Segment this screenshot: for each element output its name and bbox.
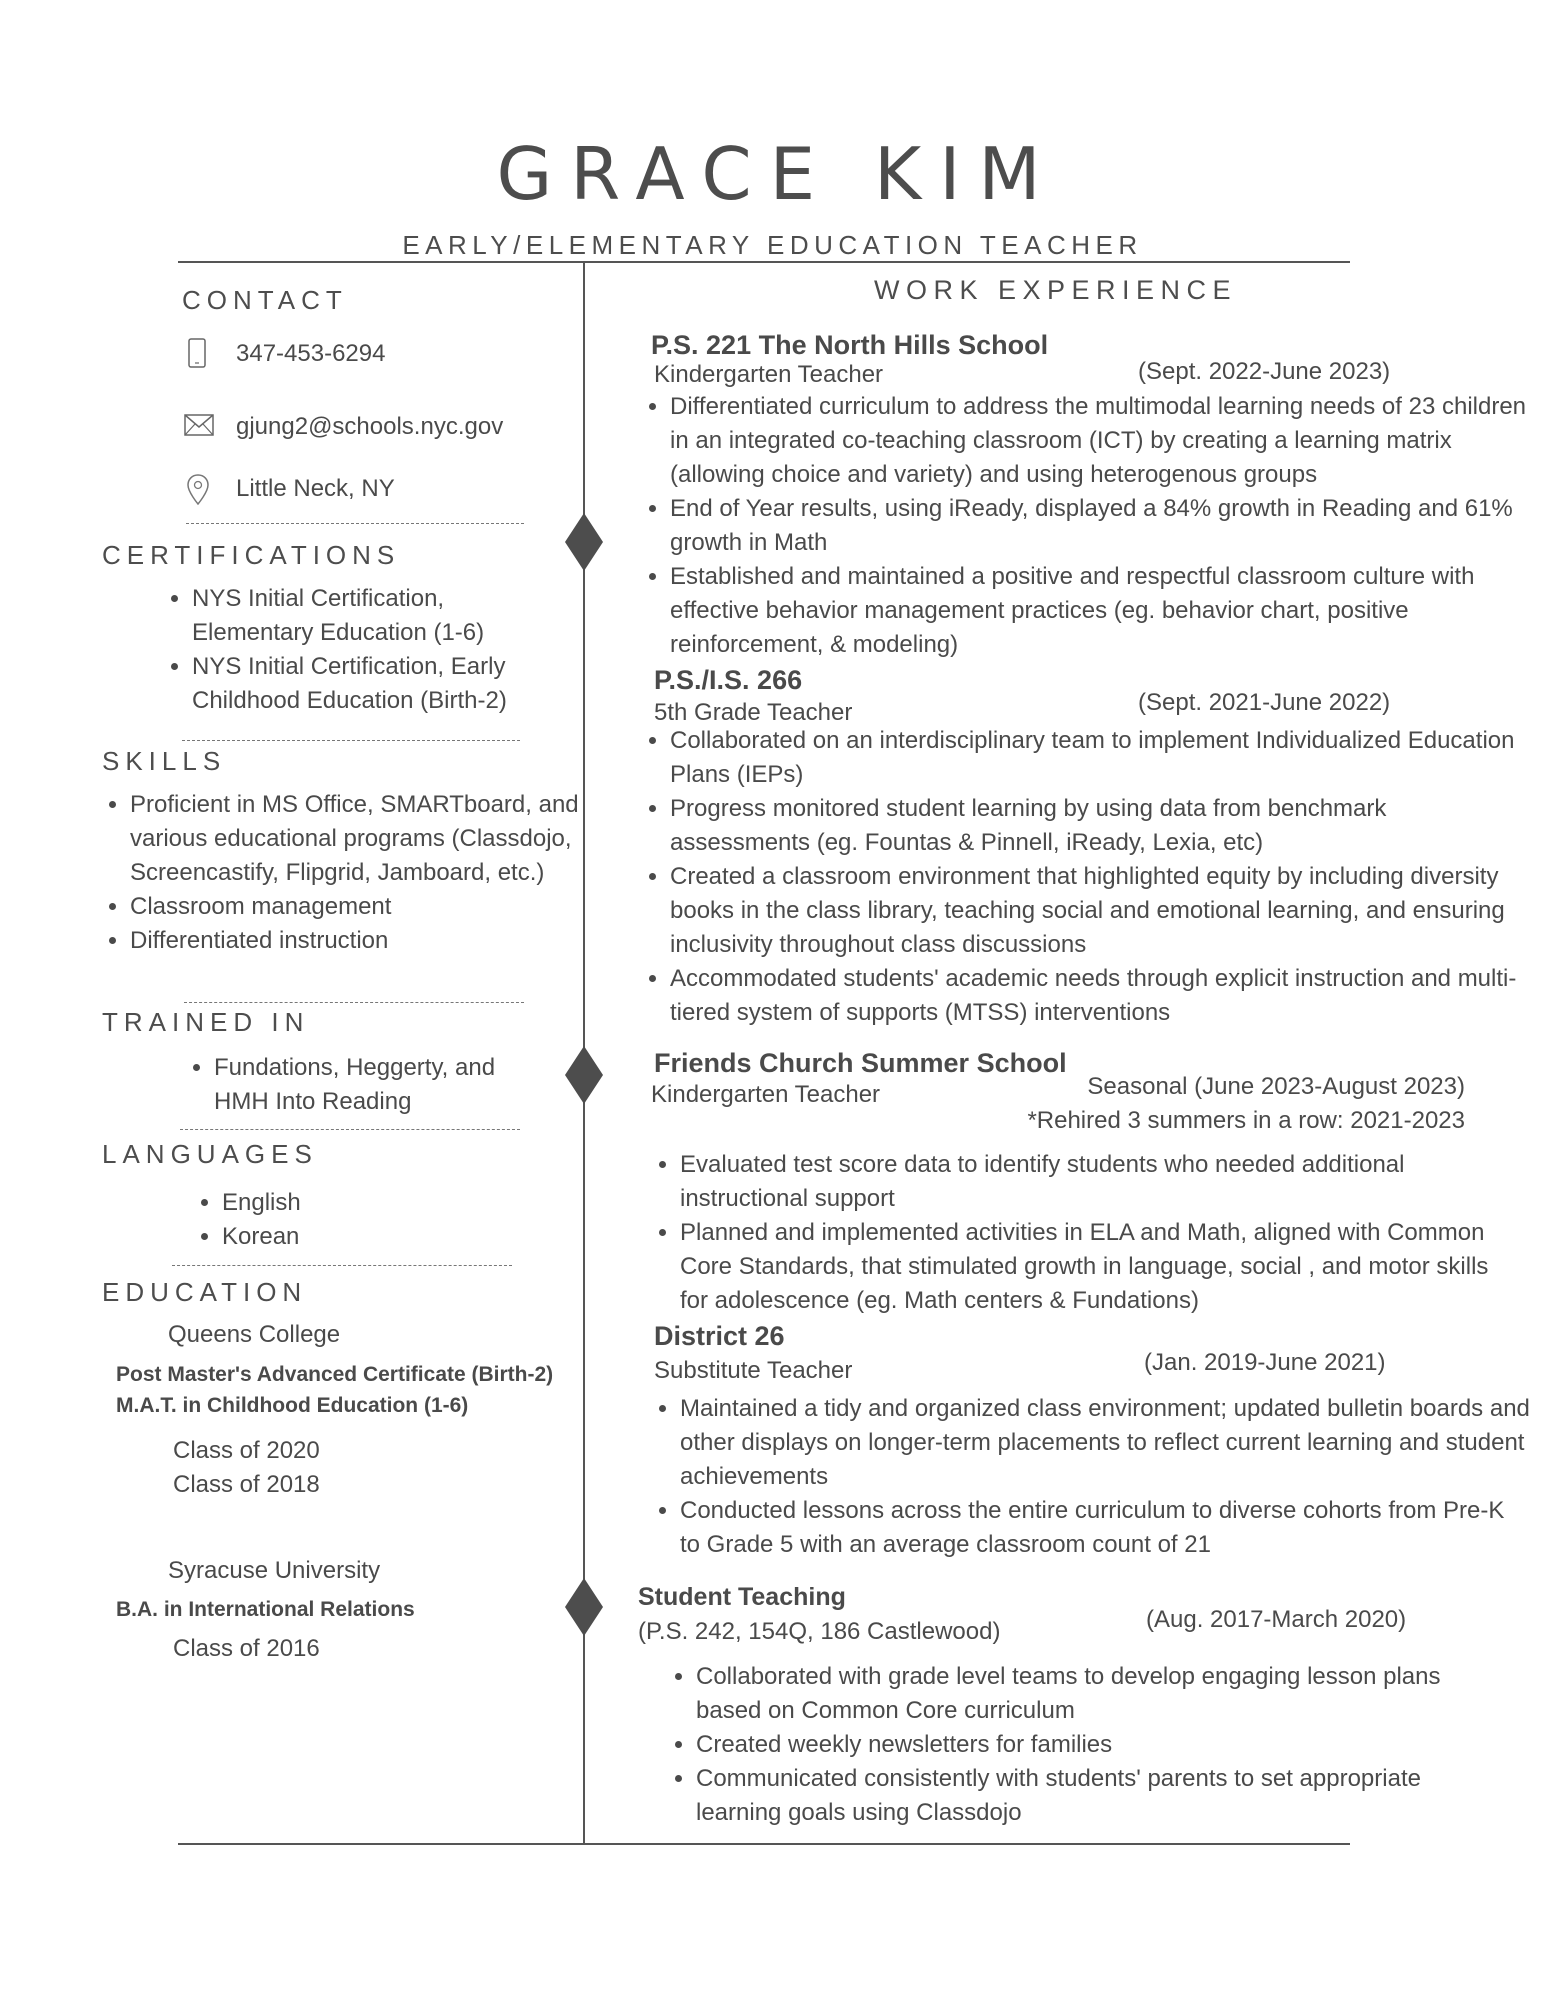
list-item: • Created weekly newsletters for families — [696, 1728, 1456, 1762]
job-employer: P.S./I.S. 266 — [654, 665, 803, 695]
skills-heading: SKILLS — [102, 746, 227, 776]
contact-location: Little Neck, NY — [236, 475, 395, 502]
job-role: Substitute Teacher — [654, 1357, 853, 1384]
job-role: (P.S. 242, 154Q, 186 Castlewood) — [638, 1618, 1001, 1645]
contact-heading: CONTACT — [182, 285, 348, 315]
divider-diamond-2 — [565, 1046, 603, 1104]
job-note: *Rehired 3 summers in a row: 2021-2023 — [1027, 1107, 1465, 1134]
list-item: • Communicated consistently with students' parents to set appropriate learning goals using Classdojo — [696, 1762, 1456, 1830]
education-degree: M.A.T. in Childhood Education (1-6) — [116, 1394, 469, 1417]
skills-list — [104, 788, 590, 958]
job-dates: (Sept. 2022-June 2023) — [1138, 358, 1391, 385]
education-class: Class of 2020 — [173, 1437, 320, 1464]
list-item: • NYS Initial Certification, Early Childhood Education (Birth-2) — [192, 650, 562, 718]
list-item: • NYS Initial Certification, Elementary Education (1-6) — [192, 582, 562, 650]
list-item: • Fundations, Heggerty, and HMH Into Reading — [214, 1051, 554, 1119]
list-item: • Collaborated with grade level teams to develop engaging lesson plans based on Common Core curriculum — [696, 1660, 1456, 1728]
contact-email[interactable]: gjung2@schools.nyc.gov — [236, 413, 504, 440]
education-school: Queens College — [168, 1321, 341, 1348]
education-class: Class of 2016 — [173, 1635, 320, 1662]
education-degree: B.A. in International Relations — [116, 1598, 415, 1621]
trained-list — [188, 1051, 554, 1119]
list-item: • Accommodated students' academic needs through explicit instruction and multi-tiered system of supports (MTSS) interventions — [670, 962, 1520, 1030]
section-separator — [180, 1129, 520, 1130]
list-item: • Planned and implemented activities in ELA and Math, aligned with Common Core Standards, that stimulated growth in language, social , and motor skills for adolescence (eg. Math centers & Fundations) — [680, 1216, 1520, 1318]
job-dates: (Sept. 2021-June 2022) — [1138, 689, 1391, 716]
job-employer: P.S. 221 The North Hills School — [651, 330, 1049, 360]
job-bullets — [644, 724, 1520, 1030]
list-item: • Collaborated on an interdisciplinary team to implement Individualized Education Plans (IEPs) — [670, 724, 1520, 792]
section-separator — [184, 1002, 524, 1003]
education-class: Class of 2018 — [173, 1471, 320, 1498]
job-dates: (Aug. 2017-March 2020) — [1146, 1606, 1407, 1633]
candidate-name: GRACE KIM — [496, 132, 1059, 216]
job-role: 5th Grade Teacher — [654, 699, 853, 726]
top-rule — [178, 261, 1350, 263]
job-employer: District 26 — [654, 1321, 785, 1351]
list-item: • Created a classroom environment that highlighted equity by including diversity books in the class library, teaching social and emotional learning, and ensuring inclusivity throughout class discussions — [670, 860, 1520, 962]
languages-heading: LANGUAGES — [102, 1139, 318, 1169]
education-heading: EDUCATION — [102, 1277, 308, 1307]
divider-diamond-1 — [565, 513, 603, 571]
list-item: • Maintained a tidy and organized class environment; updated bulletin boards and other displays on longer-term placements to reflect current learning and student achievements — [680, 1392, 1530, 1494]
job-dates: Seasonal (June 2023-August 2023) — [1087, 1073, 1465, 1100]
trained-heading: TRAINED IN — [102, 1007, 310, 1037]
education-degree: Post Master's Advanced Certificate (Birth-2) — [116, 1363, 554, 1386]
certifications-list — [166, 582, 562, 718]
section-separator — [182, 740, 520, 741]
job-bullets — [654, 1392, 1530, 1562]
phone-icon — [188, 338, 206, 368]
education-school: Syracuse University — [168, 1557, 381, 1584]
list-item: • Progress monitored student learning by using data from benchmark assessments (eg. Fountas & Pinnell, iReady, Lexia, etc) — [670, 792, 1520, 860]
list-item: • Korean — [222, 1220, 522, 1254]
work-heading: WORK EXPERIENCE — [874, 275, 1238, 305]
job-employer: Student Teaching — [638, 1583, 846, 1611]
contact-phone[interactable]: 347-453-6294 — [236, 340, 386, 367]
list-item: • Proficient in MS Office, SMARTboard, and various educational programs (Classdojo, Screencastify, Flipgrid, Jamboard, etc.) — [130, 788, 590, 890]
job-dates: (Jan. 2019-June 2021) — [1144, 1349, 1386, 1376]
list-item: • English — [222, 1186, 522, 1220]
list-item: • Differentiated instruction — [130, 924, 590, 958]
job-bullets — [654, 1148, 1520, 1318]
list-item: • Conducted lessons across the entire curriculum to diverse cohorts from Pre-K to Grade 5 with an average classroom count of 21 — [680, 1494, 1530, 1562]
job-bullets — [670, 1660, 1456, 1830]
job-role: Kindergarten Teacher — [654, 361, 884, 388]
bottom-rule — [178, 1843, 1350, 1845]
job-role: Kindergarten Teacher — [651, 1081, 881, 1108]
job-bullets — [644, 390, 1545, 662]
divider-diamond-3 — [565, 1578, 603, 1636]
languages-list — [196, 1186, 522, 1254]
envelope-icon — [184, 414, 214, 436]
list-item: • Classroom management — [130, 890, 590, 924]
job-employer: Friends Church Summer School — [654, 1048, 1067, 1078]
map-pin-icon — [187, 474, 209, 506]
candidate-title: EARLY/ELEMENTARY EDUCATION TEACHER — [402, 230, 1143, 260]
list-item: • End of Year results, using iReady, displayed a 84% growth in Reading and 61% growth in Math — [670, 492, 1545, 560]
section-separator — [172, 1265, 512, 1266]
certifications-heading: CERTIFICATIONS — [102, 540, 401, 570]
section-separator — [186, 523, 524, 524]
list-item: • Established and maintained a positive and respectful classroom culture with effective behavior management practices (eg. behavior chart, positive reinforcement, & modeling) — [670, 560, 1545, 662]
list-item: • Evaluated test score data to identify students who needed additional instructional support — [680, 1148, 1520, 1216]
list-item: • Differentiated curriculum to address the multimodal learning needs of 23 children in an integrated co-teaching classroom (ICT) by creating a learning matrix (allowing choice and variety) and using heterogenous groups — [670, 390, 1545, 492]
